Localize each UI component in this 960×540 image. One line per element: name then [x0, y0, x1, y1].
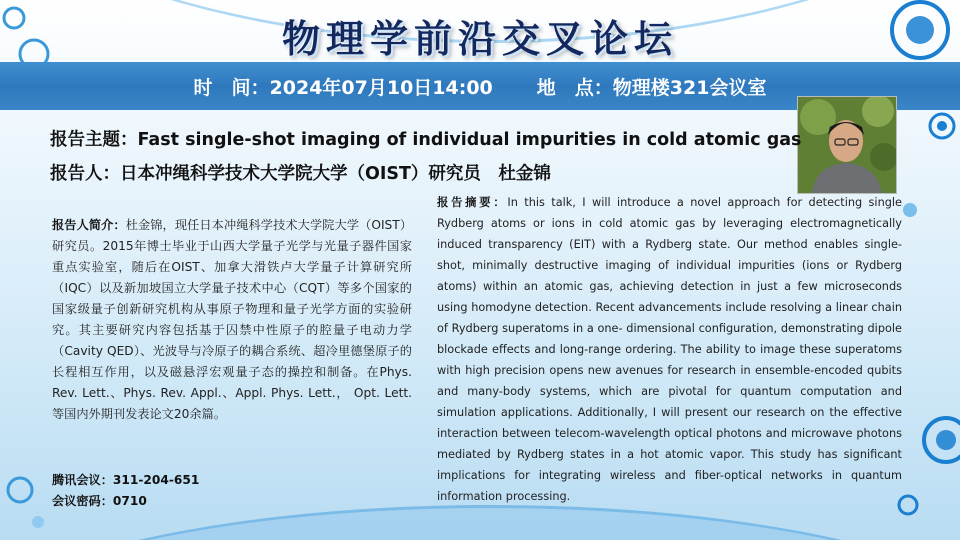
speaker-bio: [52, 215, 412, 425]
forum-title: 物理学前沿交叉论坛: [281, 17, 678, 61]
speaker-label: 报告人：: [50, 164, 120, 184]
talk-abstract: [437, 192, 902, 507]
speaker-text: 日本冲绳科学技术大学院大学（OIST）研究员 杜金锦: [120, 164, 551, 184]
abstract-text: In this talk, I will introduce a novel approach for detecting single Rydberg atoms or ions in cold atomic gas by leveraging electromagnetically induced transparency (EIT) with a Rydberg state. Our method enables single-shot, minimally destructive imaging of individual impurities (ions or Rydberg atoms) within an atomic gas, achieving detection in just a few microseconds using homodyne detection. Recent advancements include resolving a linear chain of Rydberg superatoms in a one- dimensional configuration, demonstrating dipole blockade effects and long-range ordering. The ability to image these superatoms with high precision opens new avenues for research in ensemble-encoded qubits and many-body systems, which are pivotal for quantum computation and simulation applications. Additionally, I will present our research on the effective interaction between telecom-wavelength optical photons and microwave photons mediated by Rydberg states in a hot atomic vapor. This study has significant implications for integrating wireless and fiber-optical networks in quantum information processing.: [437, 196, 902, 503]
bio-text: 杜金锦，现任日本冲绳科学技术大学院大学（OIST）研究员。2015年博士毕业于山西大学量子光学与光量子器件国家重点实验室，随后在OIST、加拿大滑铁卢大学量子计算研究所（IQC）以及新加坡国立大学量子技术中心（CQT）等多个国家的国家级量子创新研究机构从事原子物理和量子光学方面的实验研究。其主要研究内容包括基于囚禁中性原子的腔量子电动力学（Cavity QED）、光波导与冷原子的耦合系统、超冷里德堡原子的长程相互作用，以及磁悬浮宏观量子态的操控和制备。在Phys. Rev. Lett.、Phys. Rev. Appl.、Appl. Phys. Lett.， Opt. Lett.等国内外期刊发表论文20余篇。: [52, 218, 413, 421]
place-text: 地 点：物理楼321会议室: [536, 76, 767, 99]
bio-label: 报告人简介：: [52, 218, 126, 232]
speaker-photo-image: [798, 97, 896, 193]
talk-speaker: [50, 160, 790, 185]
topic-text: Fast single-shot imaging of individual impurities in cold atomic gas: [137, 130, 802, 150]
speaker-photo: [797, 96, 897, 194]
bubble-decoration-bottom-left: [0, 460, 60, 540]
meeting-info: [52, 470, 412, 512]
talk-topic: [50, 126, 802, 151]
abstract-label: 报告摘要：: [437, 196, 508, 209]
time-text: 时 间：2024年07月10日14:00: [193, 76, 493, 99]
tencent-meeting-id: 腾讯会议：311-204-651: [52, 473, 200, 487]
meeting-password: 会议密码：0710: [52, 494, 147, 508]
topic-label: 报告主题：: [50, 130, 138, 150]
